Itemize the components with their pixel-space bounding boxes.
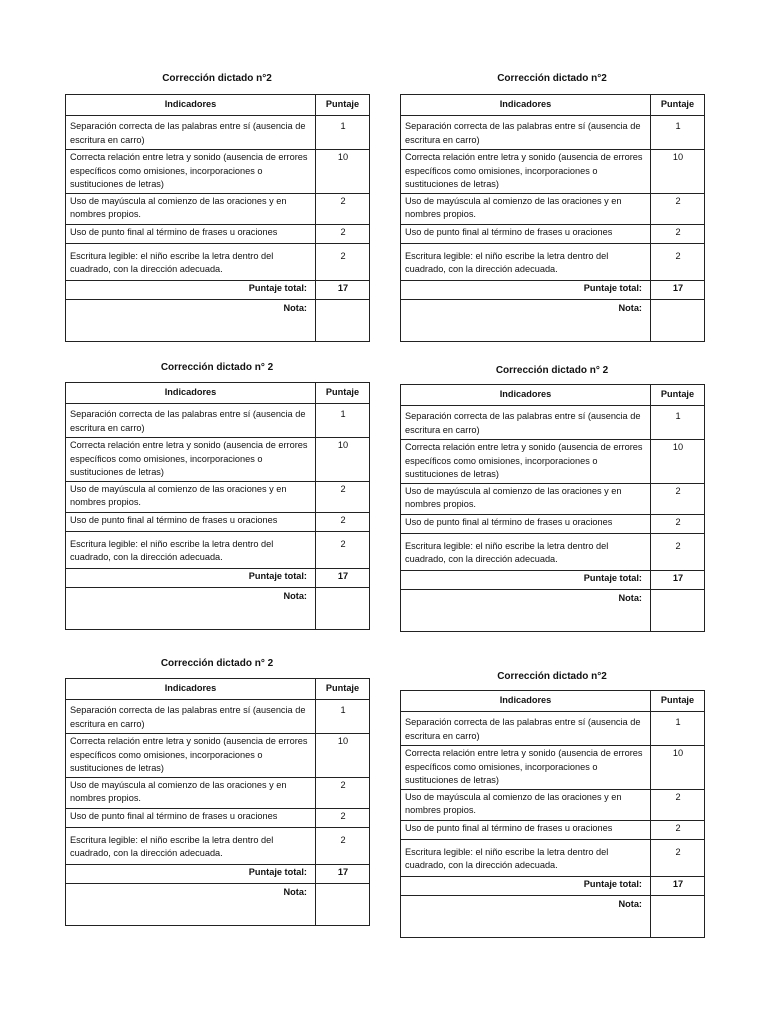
indicator-text: Correcta relación entre letra y sonido (ausencia de errores específicos como omisiones, incorporaciones o sustituciones de letras)	[66, 150, 316, 194]
total-row	[401, 876, 705, 895]
indicator-text: Escritura legible: el niño escribe la letra dentro del cuadrado, con la dirección adecuada.	[66, 827, 316, 864]
table-row	[401, 712, 705, 746]
indicator-text: Uso de mayúscula al comienzo de las oraciones y en nombres propios.	[66, 193, 316, 224]
indicator-score: 1	[651, 116, 705, 150]
indicator-text: Separación correcta de las palabras entre sí (ausencia de escritura en carro)	[66, 700, 316, 734]
total-value: 17	[651, 280, 705, 299]
table-row	[401, 116, 705, 150]
header-indicadores: Indicadores	[401, 385, 651, 406]
nota-value-cell	[316, 883, 370, 925]
indicator-text: Uso de mayúscula al comienzo de las oraciones y en nombres propios.	[66, 777, 316, 808]
table-header-row	[401, 95, 705, 116]
total-row	[66, 568, 370, 587]
nota-row	[66, 299, 370, 341]
indicator-score: 10	[651, 440, 705, 484]
nota-row	[66, 883, 370, 925]
total-value: 17	[651, 876, 705, 895]
indicator-score: 10	[316, 150, 370, 194]
indicator-score: 1	[651, 712, 705, 746]
rubric-table	[400, 94, 705, 342]
indicator-score: 10	[651, 746, 705, 790]
table-row	[66, 827, 370, 864]
total-label: Puntaje total:	[66, 864, 316, 883]
indicator-score: 2	[651, 224, 705, 243]
total-row	[66, 864, 370, 883]
nota-value-cell	[651, 895, 705, 937]
indicator-score: 2	[316, 531, 370, 568]
indicator-score: 2	[651, 243, 705, 280]
card-title: Corrección dictado n° 2	[160, 658, 274, 669]
indicator-text: Separación correcta de las palabras entre sí (ausencia de escritura en carro)	[401, 712, 651, 746]
table-row	[66, 481, 370, 512]
table-row	[66, 193, 370, 224]
rubric-table	[400, 384, 705, 632]
nota-label: Nota:	[401, 895, 651, 937]
header-puntaje: Puntaje	[316, 95, 370, 116]
indicator-text: Uso de mayúscula al comienzo de las oraciones y en nombres propios.	[401, 483, 651, 514]
table-row	[401, 839, 705, 876]
indicator-text: Uso de mayúscula al comienzo de las oraciones y en nombres propios.	[401, 193, 651, 224]
header-indicadores: Indicadores	[66, 679, 316, 700]
table-row	[66, 734, 370, 778]
rubric-table	[400, 690, 705, 938]
indicator-score: 2	[651, 514, 705, 533]
indicator-text: Escritura legible: el niño escribe la letra dentro del cuadrado, con la dirección adecuada.	[66, 531, 316, 568]
nota-value-cell	[651, 299, 705, 341]
table-row	[401, 820, 705, 839]
card-title: Corrección dictado n° 2	[495, 365, 609, 376]
indicator-score: 2	[651, 839, 705, 876]
total-label: Puntaje total:	[401, 280, 651, 299]
nota-row	[66, 587, 370, 629]
rubric-table	[65, 382, 370, 630]
indicator-score: 2	[316, 777, 370, 808]
nota-label: Nota:	[401, 299, 651, 341]
indicator-text: Separación correcta de las palabras entre sí (ausencia de escritura en carro)	[401, 406, 651, 440]
table-row	[66, 150, 370, 194]
nota-row	[401, 589, 705, 631]
card-title: Corrección dictado n°2	[497, 73, 607, 84]
total-label: Puntaje total:	[66, 280, 316, 299]
indicator-text: Escritura legible: el niño escribe la letra dentro del cuadrado, con la dirección adecuada.	[401, 839, 651, 876]
nota-row	[401, 895, 705, 937]
table-row	[401, 533, 705, 570]
table-row	[66, 404, 370, 438]
nota-label: Nota:	[66, 883, 316, 925]
total-value: 17	[316, 568, 370, 587]
indicator-score: 2	[316, 243, 370, 280]
indicator-text: Uso de punto final al término de frases u oraciones	[401, 820, 651, 839]
table-header-row	[66, 679, 370, 700]
indicator-text: Uso de punto final al término de frases u oraciones	[66, 808, 316, 827]
indicator-text: Correcta relación entre letra y sonido (ausencia de errores específicos como omisiones, incorporaciones o sustituciones de letras)	[401, 746, 651, 790]
table-row	[66, 224, 370, 243]
indicator-text: Uso de punto final al término de frases u oraciones	[66, 224, 316, 243]
total-label: Puntaje total:	[401, 570, 651, 589]
indicator-score: 10	[651, 150, 705, 194]
nota-label: Nota:	[401, 589, 651, 631]
indicator-score: 2	[651, 820, 705, 839]
total-row	[401, 570, 705, 589]
indicator-score: 2	[316, 193, 370, 224]
card-title: Corrección dictado n° 2	[160, 362, 274, 373]
table-row	[66, 700, 370, 734]
table-row	[66, 438, 370, 482]
indicator-text: Uso de punto final al término de frases u oraciones	[401, 224, 651, 243]
header-indicadores: Indicadores	[401, 95, 651, 116]
nota-row	[401, 299, 705, 341]
nota-label: Nota:	[66, 299, 316, 341]
indicator-score: 1	[316, 700, 370, 734]
indicator-text: Separación correcta de las palabras entre sí (ausencia de escritura en carro)	[66, 404, 316, 438]
indicator-text: Correcta relación entre letra y sonido (ausencia de errores específicos como omisiones, incorporaciones o sustituciones de letras)	[66, 734, 316, 778]
table-header-row	[66, 383, 370, 404]
indicator-score: 2	[651, 789, 705, 820]
indicator-score: 2	[316, 808, 370, 827]
header-puntaje: Puntaje	[316, 679, 370, 700]
indicator-text: Escritura legible: el niño escribe la letra dentro del cuadrado, con la dirección adecuada.	[401, 533, 651, 570]
indicator-text: Uso de mayúscula al comienzo de las oraciones y en nombres propios.	[401, 789, 651, 820]
indicator-score: 2	[316, 481, 370, 512]
header-indicadores: Indicadores	[401, 691, 651, 712]
total-value: 17	[316, 864, 370, 883]
header-puntaje: Puntaje	[651, 691, 705, 712]
rubric-table	[65, 678, 370, 926]
card-title: Corrección dictado n°2	[497, 671, 607, 682]
total-value: 17	[651, 570, 705, 589]
total-value: 17	[316, 280, 370, 299]
indicator-text: Separación correcta de las palabras entre sí (ausencia de escritura en carro)	[401, 116, 651, 150]
table-row	[401, 150, 705, 194]
header-puntaje: Puntaje	[316, 383, 370, 404]
header-indicadores: Indicadores	[66, 95, 316, 116]
nota-value-cell	[316, 587, 370, 629]
nota-value-cell	[651, 589, 705, 631]
indicator-score: 1	[316, 404, 370, 438]
table-row	[401, 224, 705, 243]
table-row	[66, 777, 370, 808]
total-row	[66, 280, 370, 299]
indicator-score: 1	[316, 116, 370, 150]
nota-value-cell	[316, 299, 370, 341]
table-row	[401, 746, 705, 790]
table-row	[401, 514, 705, 533]
header-indicadores: Indicadores	[66, 383, 316, 404]
table-row	[401, 406, 705, 440]
indicator-text: Separación correcta de las palabras entre sí (ausencia de escritura en carro)	[66, 116, 316, 150]
header-puntaje: Puntaje	[651, 95, 705, 116]
table-row	[401, 193, 705, 224]
table-header-row	[66, 95, 370, 116]
indicator-text: Uso de punto final al término de frases u oraciones	[401, 514, 651, 533]
indicator-score: 2	[651, 533, 705, 570]
indicator-score: 2	[316, 827, 370, 864]
indicator-text: Escritura legible: el niño escribe la letra dentro del cuadrado, con la dirección adecuada.	[401, 243, 651, 280]
indicator-text: Correcta relación entre letra y sonido (ausencia de errores específicos como omisiones, incorporaciones o sustituciones de letras)	[401, 440, 651, 484]
indicator-score: 2	[316, 512, 370, 531]
table-row	[66, 808, 370, 827]
table-row	[66, 531, 370, 568]
indicator-text: Correcta relación entre letra y sonido (ausencia de errores específicos como omisiones, incorporaciones o sustituciones de letras)	[66, 438, 316, 482]
table-header-row	[401, 691, 705, 712]
table-row	[401, 483, 705, 514]
total-row	[401, 280, 705, 299]
table-row	[401, 440, 705, 484]
indicator-score: 1	[651, 406, 705, 440]
nota-label: Nota:	[66, 587, 316, 629]
indicator-text: Escritura legible: el niño escribe la letra dentro del cuadrado, con la dirección adecuada.	[66, 243, 316, 280]
total-label: Puntaje total:	[401, 876, 651, 895]
indicator-score: 2	[651, 193, 705, 224]
table-row	[66, 512, 370, 531]
table-row	[401, 243, 705, 280]
table-row	[66, 116, 370, 150]
indicator-text: Uso de mayúscula al comienzo de las oraciones y en nombres propios.	[66, 481, 316, 512]
header-puntaje: Puntaje	[651, 385, 705, 406]
total-label: Puntaje total:	[66, 568, 316, 587]
rubric-table	[65, 94, 370, 342]
table-row	[66, 243, 370, 280]
table-row	[401, 789, 705, 820]
indicator-score: 10	[316, 734, 370, 778]
indicator-text: Correcta relación entre letra y sonido (ausencia de errores específicos como omisiones, incorporaciones o sustituciones de letras)	[401, 150, 651, 194]
indicator-text: Uso de punto final al término de frases u oraciones	[66, 512, 316, 531]
indicator-score: 2	[651, 483, 705, 514]
card-title: Corrección dictado n°2	[162, 73, 272, 84]
table-header-row	[401, 385, 705, 406]
indicator-score: 2	[316, 224, 370, 243]
indicator-score: 10	[316, 438, 370, 482]
